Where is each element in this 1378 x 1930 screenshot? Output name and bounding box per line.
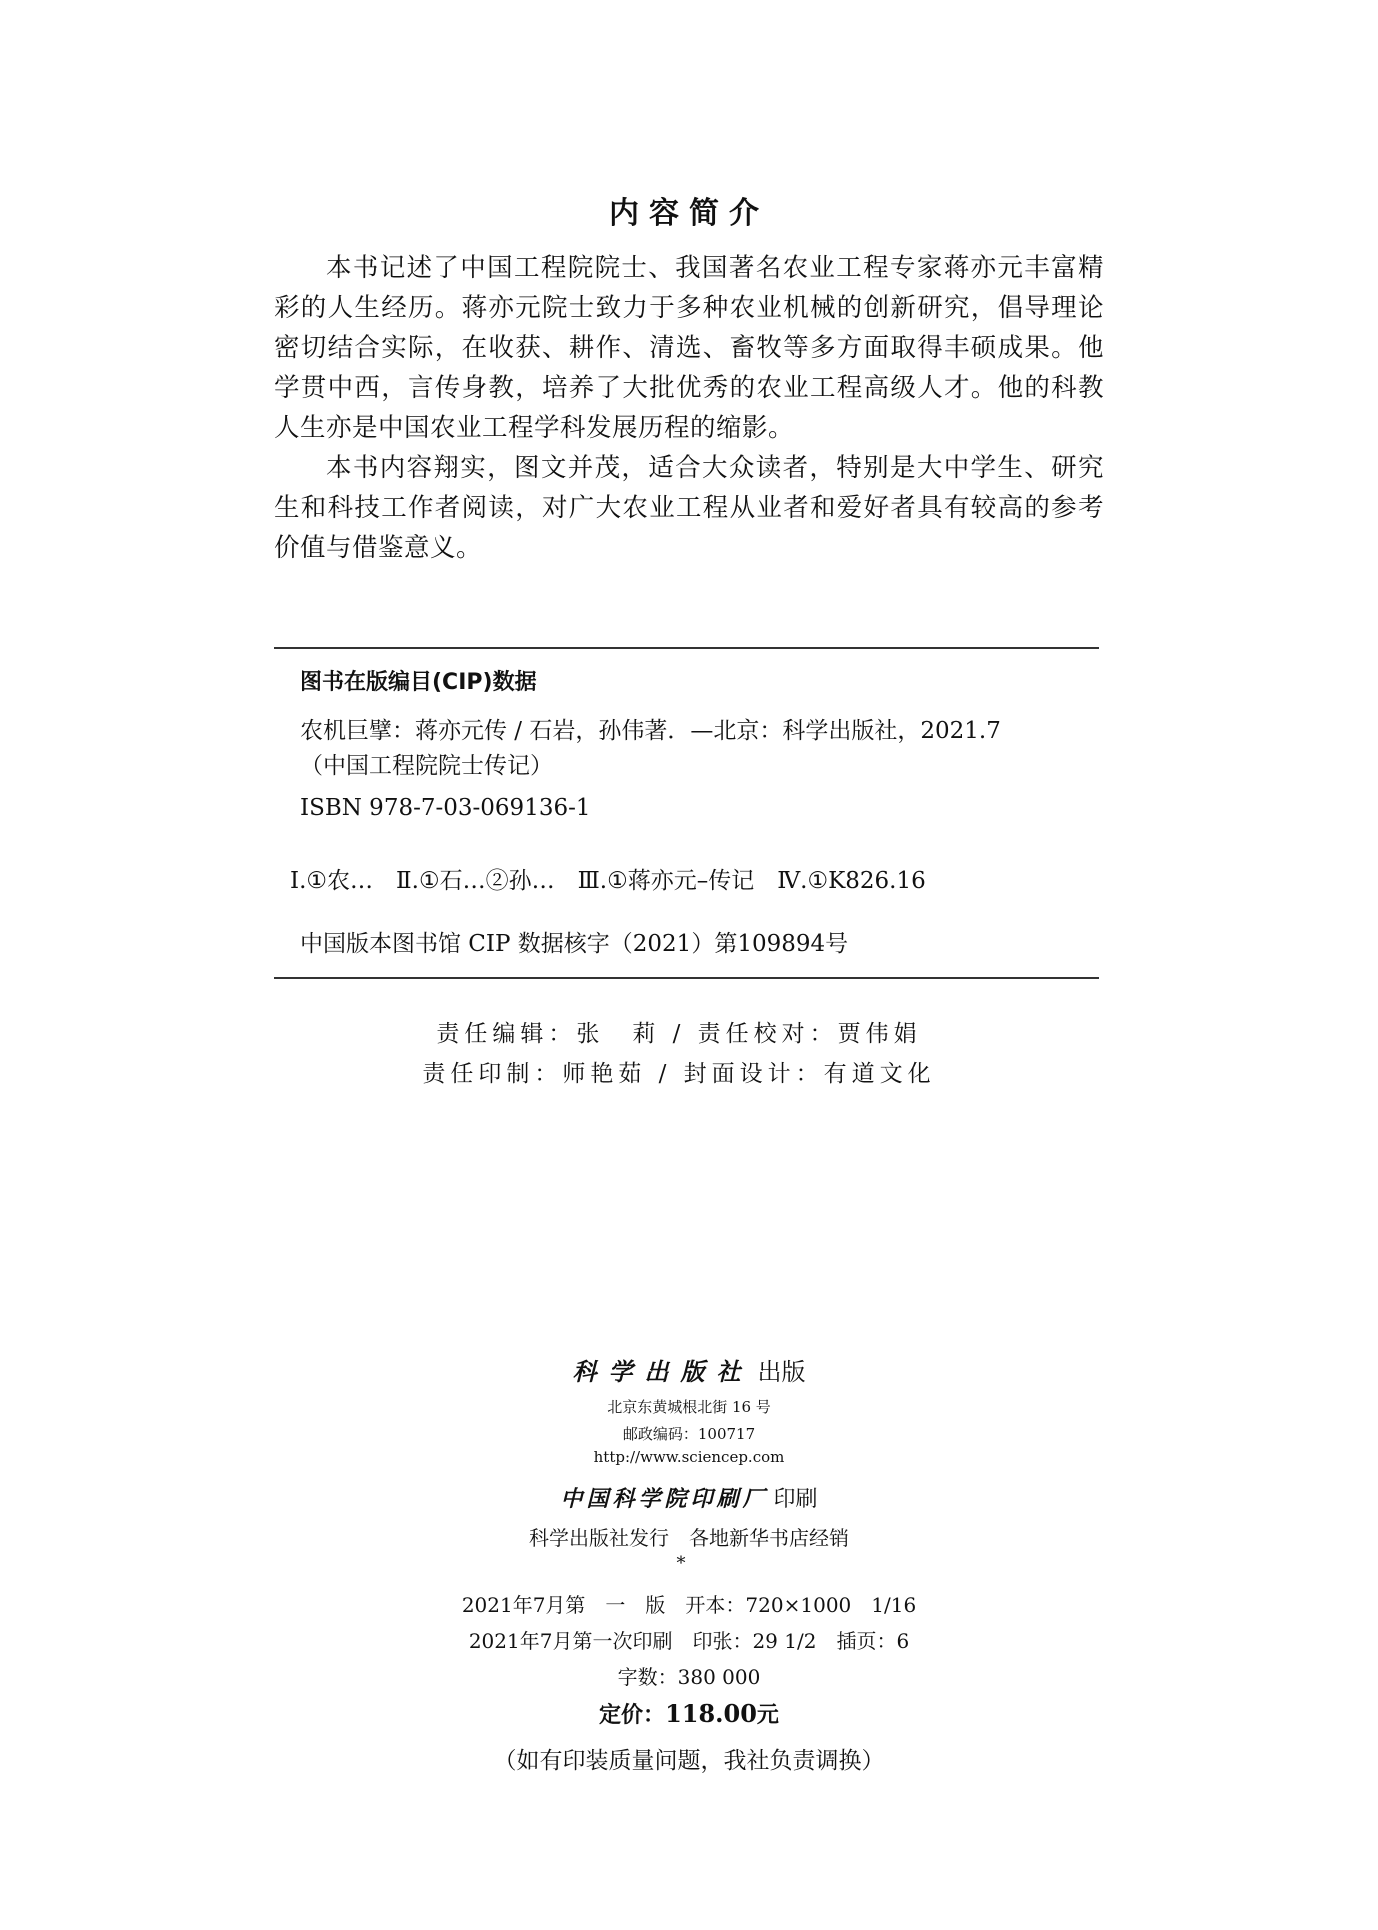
publisher-url: http://www.sciencep.com (593, 1448, 785, 1466)
word-count-line: 字数：380 000 (617, 1665, 761, 1689)
cip-bottom-rule (274, 977, 1099, 979)
publisher-address: 北京东黄城根北街 16 号 (607, 1398, 771, 1416)
cip-top-rule (274, 647, 1099, 649)
staff-production-line: 责任印制：师艳茹 / 封面设计：有道文化 (422, 1061, 936, 1087)
publisher-line (0, 1352, 1378, 1387)
abstract-paragraph-2: 本书内容翔实，图文并茂，适合大众读者，特别是大中学生、研究生和科技工作者阅读，对广大农业工程从业者和爱好者具有较高的参考价值与借鉴意义。 (274, 453, 1104, 563)
page-title: 内容简介 (609, 196, 769, 231)
publisher-postal: 邮政编码：100717 (622, 1425, 756, 1443)
cip-classification: Ⅰ.①农… Ⅱ.①石…②孙… Ⅲ.①蒋亦元–传记 Ⅳ.①K826.16 (290, 868, 926, 894)
publisher-logo: 科学出版社 (572, 1357, 753, 1386)
cip-heading: 图书在版编目(CIP)数据 (300, 670, 537, 695)
cip-isbn: ISBN 978-7-03-069136-1 (300, 795, 591, 821)
price-line (0, 1698, 1378, 1729)
printing-line: 2021年7月第一次印刷 印张：29 1/2 插页：6 (468, 1629, 910, 1653)
price-value: 118.00 (665, 1699, 757, 1728)
price-unit: 元 (756, 1702, 779, 1728)
quality-notice: （如有印装质量问题，我社负责调换） (493, 1748, 885, 1774)
abstract-paragraph-1: 本书记述了中国工程院院士、我国著名农业工程专家蒋亦元丰富精彩的人生经历。蒋亦元院士致力于多种农业机械的创新研究，倡导理论密切结合实际，在收获、耕作、清选、畜牧等多方面取得丰硕成果。他学贯中西，言传身教，培养了大批优秀的农业工程高级人才。他的科教人生亦是中国农业工程学科发展历程的缩影。 (274, 253, 1104, 443)
abstract (274, 248, 1104, 568)
printer-line (0, 1482, 1378, 1513)
cip-title-line: 农机巨擘：蒋亦元传 / 石岩，孙伟著．—北京：科学出版社，2021.7 (300, 718, 1001, 744)
printer-logo: 中国科学院印刷厂 (560, 1486, 769, 1512)
separator-star: * (676, 1553, 686, 1574)
price-label: 定价： (599, 1703, 666, 1728)
edition-line: 2021年7月第 一 版 开本：720×1000 1/16 (461, 1593, 917, 1617)
distribution-line: 科学出版社发行 各地新华书店经销 (529, 1526, 849, 1550)
publisher-suffix: 出版 (757, 1358, 806, 1386)
printer-suffix: 印刷 (773, 1487, 818, 1512)
staff-editors-line: 责任编辑：张 莉 / 责任校对：贾伟娟 (436, 1021, 922, 1047)
cip-series-line: （中国工程院院士传记） (300, 753, 553, 779)
cip-verification: 中国版本图书馆 CIP 数据核字（2021）第109894号 (300, 931, 849, 957)
